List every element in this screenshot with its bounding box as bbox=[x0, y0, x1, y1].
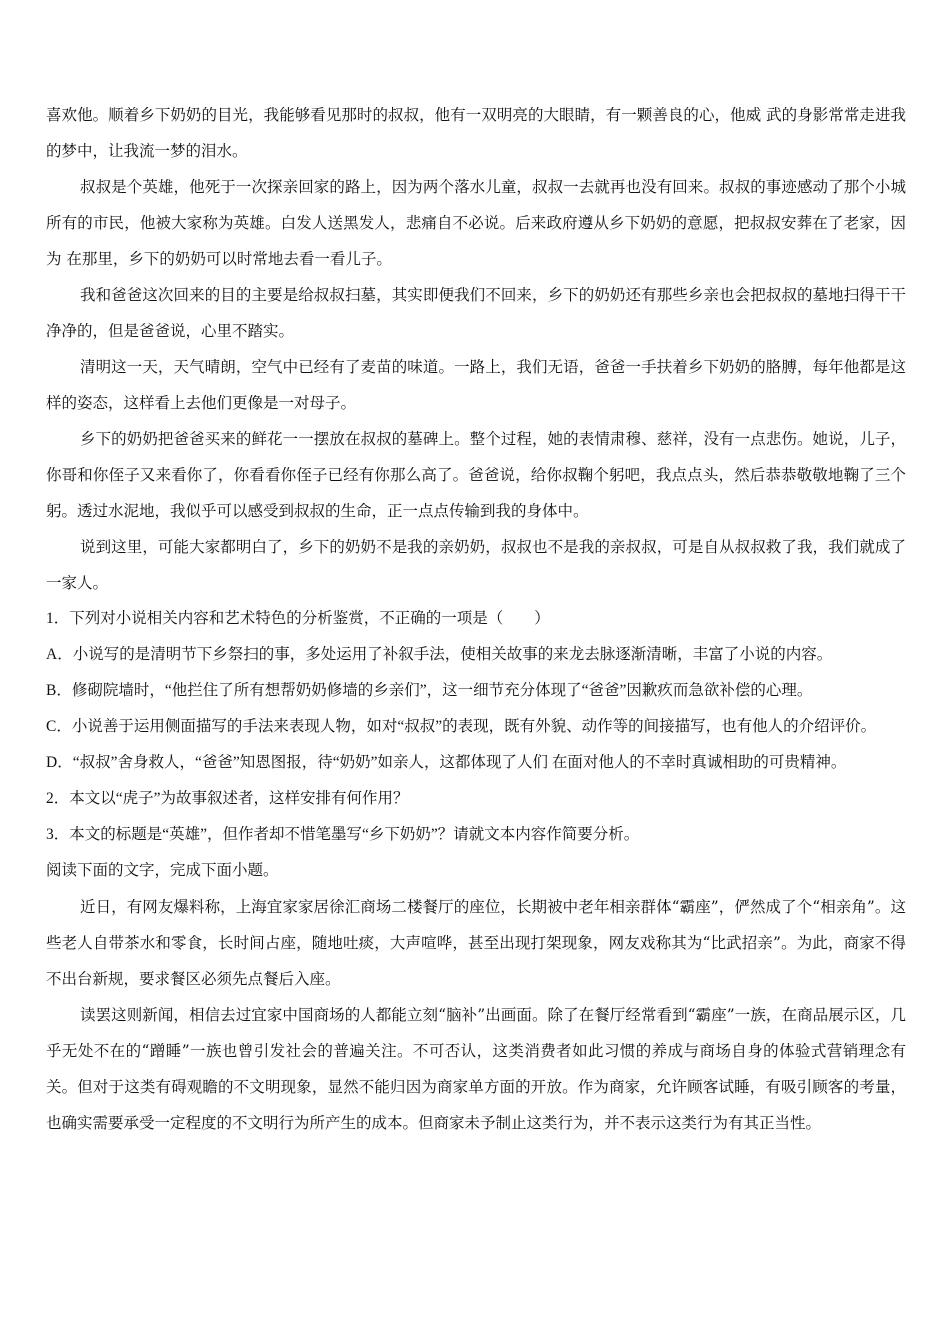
story-paragraph-3: 我和爸爸这次回来的目的主要是给叔叔扫墓，其实即便我们不回来，乡下的奶奶还有那些乡亲也会把叔叔的墓地扫得干干净净的，但是爸爸说，心里不踏实。 bbox=[46, 286, 906, 340]
question-1-stem: 1．下列对小说相关内容和艺术特色的分析鉴赏，不正确的一项是（ ） bbox=[46, 610, 550, 627]
question-1-option-a: A．小说写的是清明节下乡祭扫的事，多处运用了补叙手法，使相关故事的来龙去脉逐渐清晰，丰富了小说的内容。 bbox=[46, 646, 833, 663]
question-2: 2．本文以“虎子”为故事叙述者，这样安排有何作用？ bbox=[46, 790, 409, 807]
reading2-paragraph-2: 读罢这则新闻，相信去过宜家中国商场的人都能立刻“脑补”出画面。除了在餐厅经常看到“霸座”一族，在商品展示区，几乎无处不在的“蹭睡”一族也曾引发社会的普遍关注。不可否认，这类消费者如此习惯的养成与商场自身的体验式营销理念有关。但对于这类有碍观瞻的不文明现象，显然不能归因为商家单方面的开放。作为商家，允许顾客试睡，有吸引顾客的考量，也确实需要承受一定程度的不文明行为所产生的成本。但商家未予制止这类行为，并不表示这类行为有其正当性。 bbox=[46, 1006, 906, 1132]
story-paragraph-4: 清明这一天，天气晴朗，空气中已经有了麦苗的味道。一路上，我们无语，爸爸一手扶着乡下奶奶的胳膊，每年他都是这样的姿态，这样看上去他们更像是一对母子。 bbox=[46, 358, 906, 412]
reading-instruction: 阅读下面的文字，完成下面小题。 bbox=[46, 862, 279, 879]
question-3: 3．本文的标题是“英雄”，但作者却不惜笔墨写“乡下奶奶”？请就文本内容作简要分析。 bbox=[46, 826, 640, 843]
question-1-option-c: C．小说善于运用侧面描写的手法来表现人物，如对“叔叔”的表现，既有外貌、动作等的间接描写，也有他人的介绍评价。 bbox=[46, 718, 877, 735]
document-page bbox=[46, 97, 906, 1141]
story-paragraph-2: 叔叔是个英雄，他死于一次探亲回家的路上，因为两个落水儿童，叔叔一去就再也没有回来。叔叔的事迹感动了那个小城所有的市民，他被大家称为英雄。白发人送黑发人，悲痛自不必说。后来政府遵从乡下奶奶的意愿，把叔叔安葬在了老家，因为 在那里，乡下的奶奶可以时常地去看一看儿子。 bbox=[46, 178, 906, 268]
question-1-option-b: B．修砌院墙时，“他拦住了所有想帮奶奶修墙的乡亲们”，这一细节充分体现了“爸爸”因歉疚而急欲补偿的心理。 bbox=[46, 682, 813, 699]
question-1-option-d: D．“叔叔”舍身救人，“爸爸”知恩图报，待“奶奶”如亲人，这都体现了人们 在面对他人的不幸时真诚相助的可贵精神。 bbox=[46, 754, 847, 771]
story-paragraph-6: 说到这里，可能大家都明白了，乡下的奶奶不是我的亲奶奶，叔叔也不是我的亲叔叔，可是自从叔叔救了我，我们就成了一家人。 bbox=[46, 538, 906, 592]
story-paragraph-5: 乡下的奶奶把爸爸买来的鲜花一一摆放在叔叔的墓碑上。整个过程，她的表情肃穆、慈祥，没有一点悲伤。她说，儿子，你哥和你侄子又来看你了，你看看你侄子已经有你那么高了。爸爸说，给你叔鞠个躬吧，我点点头，然后恭恭敬敬地鞠了三个躬。透过水泥地，我似乎可以感受到叔叔的生命，正一点点传输到我的身体中。 bbox=[46, 430, 906, 520]
story-paragraph-1-continued: 喜欢他。顺着乡下奶奶的目光，我能够看见那时的叔叔，他有一双明亮的大眼睛，有一颗善良的心，他威 武的身影常常走进我的梦中，让我流一梦的泪水。 bbox=[46, 106, 906, 160]
reading2-paragraph-1: 近日，有网友爆料称，上海宜家家居徐汇商场二楼餐厅的座位，长期被中老年相亲群体“霸座”，俨然成了个“相亲角”。这些老人自带茶水和零食，长时间占座，随地吐痰，大声喧哗，甚至出现打架现象，网友戏称其为“比武招亲”。为此，商家不得不出台新规，要求餐区必须先点餐后入座。 bbox=[46, 898, 906, 988]
